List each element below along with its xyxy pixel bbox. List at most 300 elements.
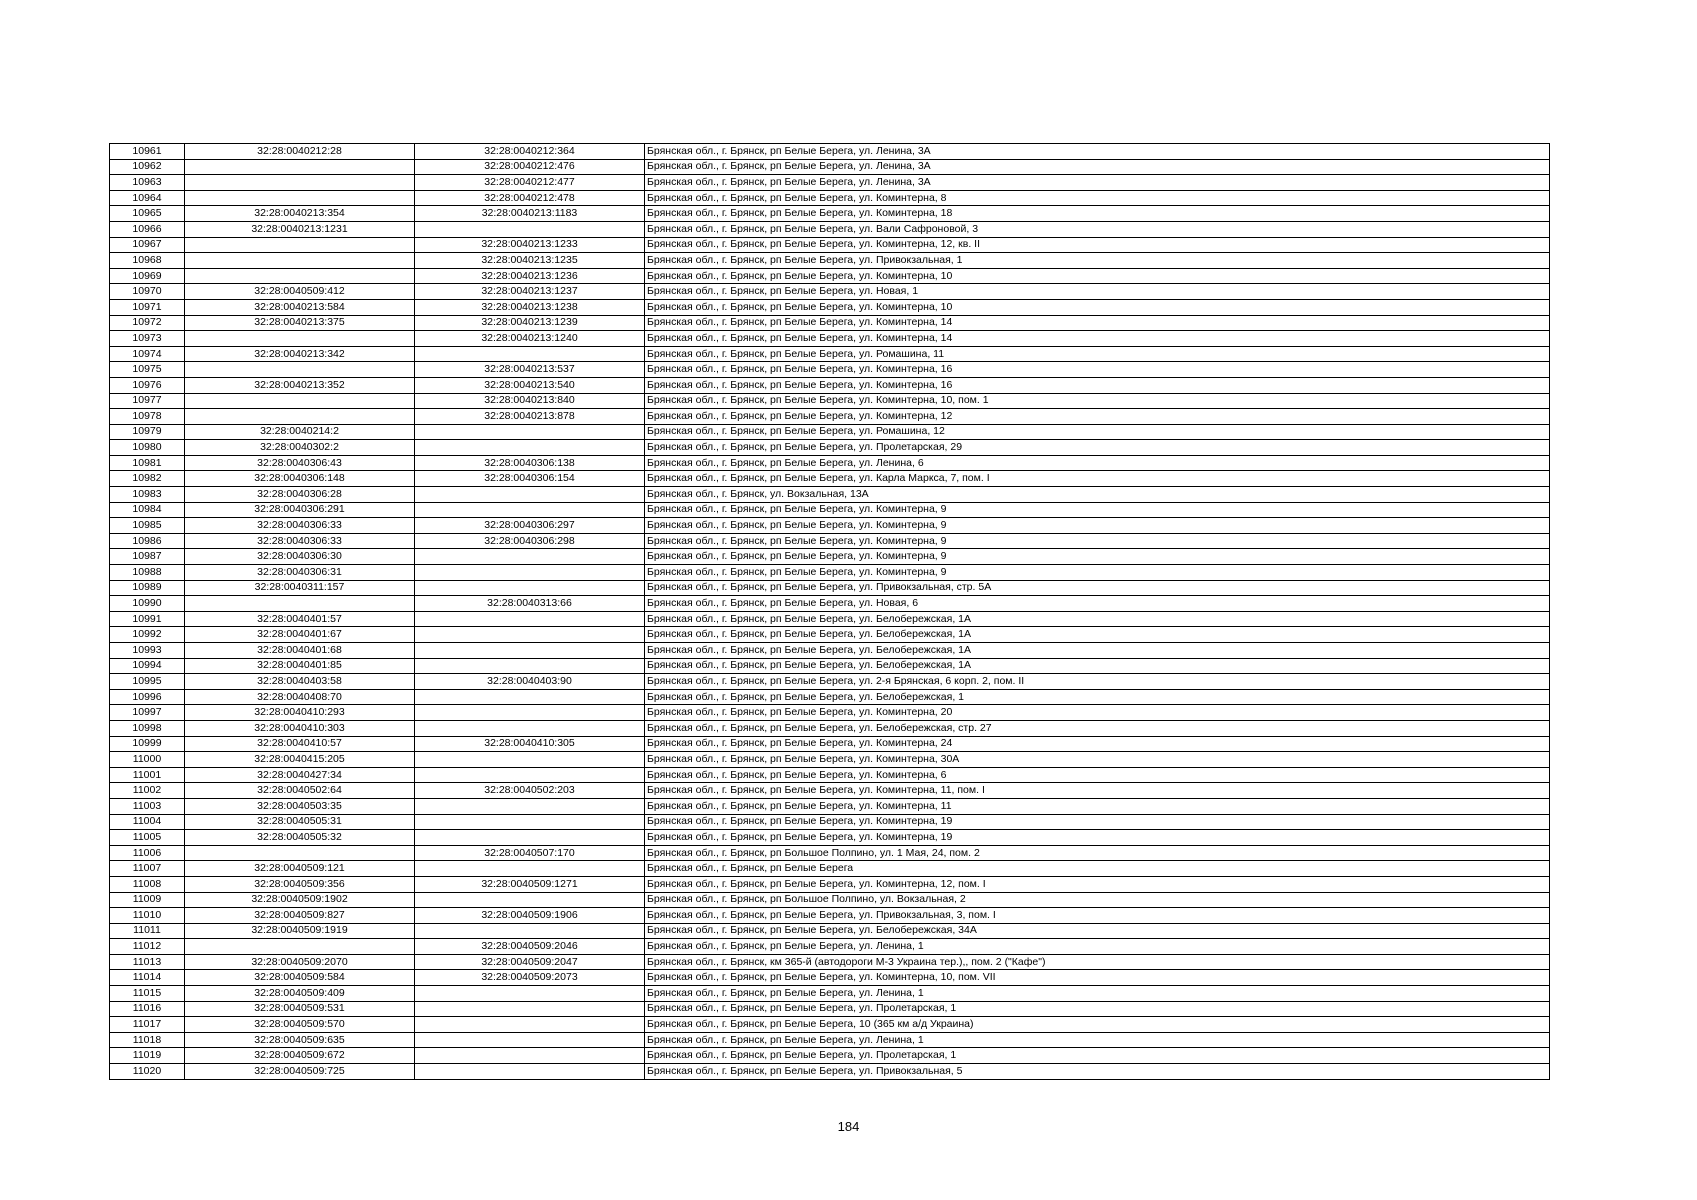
building-cadastral-cell: 32:28:0040410:305	[415, 736, 645, 752]
row-number-cell: 10979	[110, 424, 185, 440]
row-number-cell: 11008	[110, 876, 185, 892]
address-cell: Брянская обл., г. Брянск, рп Белые Берега, ул. Пролетарская, 1	[645, 1048, 1550, 1064]
row-number-cell: 11003	[110, 798, 185, 814]
address-cell: Брянская обл., г. Брянск, ул. Вокзальная, 13А	[645, 487, 1550, 503]
table-row	[110, 658, 1550, 674]
table-row	[110, 596, 1550, 612]
row-number-cell: 10966	[110, 221, 185, 237]
row-number-cell: 10963	[110, 175, 185, 191]
table-row	[110, 767, 1550, 783]
building-cadastral-cell	[415, 923, 645, 939]
address-cell: Брянская обл., г. Брянск, рп Белые Берега, ул. 2-я Брянская, 6 корп. 2, пом. II	[645, 674, 1550, 690]
land-plot-cadastral-cell: 32:28:0040311:157	[185, 580, 415, 596]
row-number-cell: 10971	[110, 299, 185, 315]
table-row	[110, 643, 1550, 659]
land-plot-cadastral-cell: 32:28:0040410:303	[185, 720, 415, 736]
building-cadastral-cell	[415, 892, 645, 908]
table-row	[110, 159, 1550, 175]
address-cell: Брянская обл., г. Брянск, рп Белые Берега, ул. Коминтерна, 10, пом. 1	[645, 393, 1550, 409]
address-cell: Брянская обл., г. Брянск, рп Белые Берега, ул. Коминтерна, 8	[645, 190, 1550, 206]
land-plot-cadastral-cell	[185, 393, 415, 409]
land-plot-cadastral-cell: 32:28:0040306:43	[185, 455, 415, 471]
row-number-cell: 10984	[110, 502, 185, 518]
land-plot-cadastral-cell: 32:28:0040401:85	[185, 658, 415, 674]
building-cadastral-cell: 32:28:0040213:1239	[415, 315, 645, 331]
row-number-cell: 10982	[110, 471, 185, 487]
table-row	[110, 1032, 1550, 1048]
table-row	[110, 798, 1550, 814]
address-cell: Брянская обл., г. Брянск, рп Белые Берега, ул. Коминтерна, 11, пом. I	[645, 783, 1550, 799]
land-plot-cadastral-cell: 32:28:0040503:35	[185, 798, 415, 814]
land-plot-cadastral-cell: 32:28:0040212:28	[185, 144, 415, 160]
land-plot-cadastral-cell: 32:28:0040306:31	[185, 565, 415, 581]
land-plot-cadastral-cell: 32:28:0040213:584	[185, 299, 415, 315]
land-plot-cadastral-cell: 32:28:0040306:148	[185, 471, 415, 487]
row-number-cell: 11014	[110, 970, 185, 986]
address-cell: Брянская обл., г. Брянск, рп Белые Берега, ул. Ленина, 1	[645, 986, 1550, 1002]
building-cadastral-cell: 32:28:0040306:297	[415, 518, 645, 534]
land-plot-cadastral-cell: 32:28:0040410:293	[185, 705, 415, 721]
land-plot-cadastral-cell: 32:28:0040401:68	[185, 643, 415, 659]
row-number-cell: 11009	[110, 892, 185, 908]
row-number-cell: 10961	[110, 144, 185, 160]
table-row	[110, 580, 1550, 596]
row-number-cell: 10970	[110, 284, 185, 300]
row-number-cell: 10969	[110, 268, 185, 284]
building-cadastral-cell: 32:28:0040213:537	[415, 362, 645, 378]
land-plot-cadastral-cell	[185, 596, 415, 612]
land-plot-cadastral-cell: 32:28:0040427:34	[185, 767, 415, 783]
row-number-cell: 10974	[110, 346, 185, 362]
address-cell: Брянская обл., г. Брянск, рп Большое Полпино, ул. Вокзальная, 2	[645, 892, 1550, 908]
row-number-cell: 11011	[110, 923, 185, 939]
address-cell: Брянская обл., г. Брянск, рп Белые Берега, ул. Коминтерна, 9	[645, 533, 1550, 549]
land-plot-cadastral-cell	[185, 268, 415, 284]
land-plot-cadastral-cell	[185, 253, 415, 269]
address-cell: Брянская обл., г. Брянск, рп Белые Берега	[645, 861, 1550, 877]
table-row	[110, 783, 1550, 799]
land-plot-cadastral-cell	[185, 159, 415, 175]
address-cell: Брянская обл., г. Брянск, рп Белые Берега, ул. Коминтерна, 16	[645, 377, 1550, 393]
address-cell: Брянская обл., г. Брянск, рп Белые Берега, ул. Коминтерна, 10	[645, 299, 1550, 315]
building-cadastral-cell	[415, 346, 645, 362]
row-number-cell: 10983	[110, 487, 185, 503]
building-cadastral-cell	[415, 221, 645, 237]
table-row	[110, 752, 1550, 768]
address-cell: Брянская обл., г. Брянск, рп Белые Берега, ул. Ромашина, 11	[645, 346, 1550, 362]
building-cadastral-cell	[415, 861, 645, 877]
row-number-cell: 11005	[110, 830, 185, 846]
land-plot-cadastral-cell: 32:28:0040505:31	[185, 814, 415, 830]
building-cadastral-cell	[415, 705, 645, 721]
table-row	[110, 689, 1550, 705]
row-number-cell: 11002	[110, 783, 185, 799]
building-cadastral-cell	[415, 502, 645, 518]
table-row	[110, 315, 1550, 331]
land-plot-cadastral-cell	[185, 331, 415, 347]
building-cadastral-cell: 32:28:0040306:298	[415, 533, 645, 549]
table-row	[110, 377, 1550, 393]
row-number-cell: 10977	[110, 393, 185, 409]
building-cadastral-cell	[415, 814, 645, 830]
land-plot-cadastral-cell: 32:28:0040213:375	[185, 315, 415, 331]
address-cell: Брянская обл., г. Брянск, рп Белые Берега, ул. Коминтерна, 19	[645, 814, 1550, 830]
building-cadastral-cell	[415, 1064, 645, 1080]
row-number-cell: 11012	[110, 939, 185, 955]
land-plot-cadastral-cell: 32:28:0040509:121	[185, 861, 415, 877]
table-row	[110, 674, 1550, 690]
address-cell: Брянская обл., г. Брянск, рп Белые Берега, ул. Карла Маркса, 7, пом. I	[645, 471, 1550, 487]
table-row	[110, 986, 1550, 1002]
building-cadastral-cell	[415, 1017, 645, 1033]
registry-table-body	[110, 144, 1550, 1080]
table-row	[110, 284, 1550, 300]
building-cadastral-cell	[415, 440, 645, 456]
building-cadastral-cell: 32:28:0040212:477	[415, 175, 645, 191]
table-row	[110, 611, 1550, 627]
row-number-cell: 11001	[110, 767, 185, 783]
building-cadastral-cell: 32:28:0040213:840	[415, 393, 645, 409]
land-plot-cadastral-cell: 32:28:0040509:672	[185, 1048, 415, 1064]
land-plot-cadastral-cell: 32:28:0040410:57	[185, 736, 415, 752]
address-cell: Брянская обл., г. Брянск, рп Белые Берега, ул. Коминтерна, 30А	[645, 752, 1550, 768]
building-cadastral-cell: 32:28:0040213:1238	[415, 299, 645, 315]
table-row	[110, 970, 1550, 986]
building-cadastral-cell	[415, 627, 645, 643]
land-plot-cadastral-cell	[185, 237, 415, 253]
building-cadastral-cell: 32:28:0040509:2047	[415, 954, 645, 970]
row-number-cell: 10972	[110, 315, 185, 331]
building-cadastral-cell	[415, 830, 645, 846]
building-cadastral-cell	[415, 424, 645, 440]
building-cadastral-cell	[415, 986, 645, 1002]
table-row	[110, 424, 1550, 440]
address-cell: Брянская обл., г. Брянск, рп Белые Берега, ул. Привокзальная, 3, пом. I	[645, 908, 1550, 924]
table-row	[110, 331, 1550, 347]
building-cadastral-cell	[415, 1001, 645, 1017]
building-cadastral-cell: 32:28:0040306:154	[415, 471, 645, 487]
table-row	[110, 221, 1550, 237]
address-cell: Брянская обл., г. Брянск, рп Белые Берега, ул. Новая, 6	[645, 596, 1550, 612]
row-number-cell: 10993	[110, 643, 185, 659]
address-cell: Брянская обл., г. Брянск, рп Белые Берега, ул. Белобережская, стр. 27	[645, 720, 1550, 736]
row-number-cell: 10994	[110, 658, 185, 674]
address-cell: Брянская обл., г. Брянск, рп Белые Берега, ул. Ленина, 3А	[645, 175, 1550, 191]
land-plot-cadastral-cell: 32:28:0040403:58	[185, 674, 415, 690]
table-row	[110, 627, 1550, 643]
address-cell: Брянская обл., г. Брянск, км 365-й (автодороги М-3 Украина тер.),, пом. 2 ("Кафе")	[645, 954, 1550, 970]
row-number-cell: 11004	[110, 814, 185, 830]
row-number-cell: 10995	[110, 674, 185, 690]
address-cell: Брянская обл., г. Брянск, рп Белые Берега, ул. Белобережская, 34А	[645, 923, 1550, 939]
row-number-cell: 10981	[110, 455, 185, 471]
building-cadastral-cell	[415, 643, 645, 659]
table-row	[110, 533, 1550, 549]
land-plot-cadastral-cell: 32:28:0040306:28	[185, 487, 415, 503]
table-row	[110, 845, 1550, 861]
address-cell: Брянская обл., г. Брянск, рп Белые Берега, ул. Ромашина, 12	[645, 424, 1550, 440]
row-number-cell: 10985	[110, 518, 185, 534]
row-number-cell: 10962	[110, 159, 185, 175]
address-cell: Брянская обл., г. Брянск, рп Белые Берега, ул. Привокзальная, 5	[645, 1064, 1550, 1080]
building-cadastral-cell: 32:28:0040212:476	[415, 159, 645, 175]
building-cadastral-cell	[415, 767, 645, 783]
building-cadastral-cell: 32:28:0040213:1236	[415, 268, 645, 284]
address-cell: Брянская обл., г. Брянск, рп Белые Берега, ул. Новая, 1	[645, 284, 1550, 300]
building-cadastral-cell	[415, 580, 645, 596]
address-cell: Брянская обл., г. Брянск, рп Белые Берега, ул. Ленина, 3А	[645, 144, 1550, 160]
building-cadastral-cell	[415, 720, 645, 736]
address-cell: Брянская обл., г. Брянск, рп Белые Берега, ул. Белобережская, 1	[645, 689, 1550, 705]
building-cadastral-cell: 32:28:0040213:878	[415, 409, 645, 425]
land-plot-cadastral-cell: 32:28:0040509:412	[185, 284, 415, 300]
row-number-cell: 10997	[110, 705, 185, 721]
land-plot-cadastral-cell: 32:28:0040509:409	[185, 986, 415, 1002]
building-cadastral-cell: 32:28:0040502:203	[415, 783, 645, 799]
row-number-cell: 11010	[110, 908, 185, 924]
building-cadastral-cell: 32:28:0040212:478	[415, 190, 645, 206]
table-row	[110, 471, 1550, 487]
land-plot-cadastral-cell: 32:28:0040408:70	[185, 689, 415, 705]
address-cell: Брянская обл., г. Брянск, рп Белые Берега, ул. Коминтерна, 9	[645, 549, 1550, 565]
table-row	[110, 565, 1550, 581]
page-number: 184	[837, 1119, 860, 1134]
table-row	[110, 190, 1550, 206]
land-plot-cadastral-cell: 32:28:0040509:356	[185, 876, 415, 892]
address-cell: Брянская обл., г. Брянск, рп Белые Берега, ул. Коминтерна, 24	[645, 736, 1550, 752]
table-row	[110, 876, 1550, 892]
row-number-cell: 10990	[110, 596, 185, 612]
land-plot-cadastral-cell: 32:28:0040509:725	[185, 1064, 415, 1080]
land-plot-cadastral-cell	[185, 845, 415, 861]
table-row	[110, 705, 1550, 721]
land-plot-cadastral-cell	[185, 939, 415, 955]
table-row	[110, 144, 1550, 160]
building-cadastral-cell: 32:28:0040509:2046	[415, 939, 645, 955]
row-number-cell: 11000	[110, 752, 185, 768]
table-row	[110, 299, 1550, 315]
table-row	[110, 393, 1550, 409]
address-cell: Брянская обл., г. Брянск, рп Белые Берега, ул. Ленина, 3А	[645, 159, 1550, 175]
building-cadastral-cell: 32:28:0040509:1271	[415, 876, 645, 892]
table-row	[110, 1064, 1550, 1080]
address-cell: Брянская обл., г. Брянск, рп Белые Берега, ул. Белобережская, 1А	[645, 658, 1550, 674]
address-cell: Брянская обл., г. Брянск, рп Белые Берега, ул. Привокзальная, 1	[645, 253, 1550, 269]
address-cell: Брянская обл., г. Брянск, рп Белые Берега, ул. Белобережская, 1А	[645, 627, 1550, 643]
address-cell: Брянская обл., г. Брянск, рп Белые Берега, ул. Коминтерна, 14	[645, 331, 1550, 347]
building-cadastral-cell: 32:28:0040507:170	[415, 845, 645, 861]
table-row	[110, 440, 1550, 456]
building-cadastral-cell	[415, 1048, 645, 1064]
land-plot-cadastral-cell: 32:28:0040306:33	[185, 533, 415, 549]
building-cadastral-cell: 32:28:0040213:540	[415, 377, 645, 393]
address-cell: Брянская обл., г. Брянск, рп Белые Берега, ул. Белобережская, 1А	[645, 643, 1550, 659]
table-row	[110, 954, 1550, 970]
building-cadastral-cell: 32:28:0040403:90	[415, 674, 645, 690]
building-cadastral-cell	[415, 689, 645, 705]
building-cadastral-cell	[415, 658, 645, 674]
building-cadastral-cell	[415, 487, 645, 503]
registry-table	[109, 143, 1550, 1080]
address-cell: Брянская обл., г. Брянск, рп Белые Берега, ул. Коминтерна, 12, кв. II	[645, 237, 1550, 253]
building-cadastral-cell: 32:28:0040313:66	[415, 596, 645, 612]
land-plot-cadastral-cell: 32:28:0040509:531	[185, 1001, 415, 1017]
address-cell: Брянская обл., г. Брянск, рп Белые Берега, ул. Коминтерна, 11	[645, 798, 1550, 814]
row-number-cell: 10999	[110, 736, 185, 752]
address-cell: Брянская обл., г. Брянск, рп Белые Берега, ул. Коминтерна, 10, пом. VII	[645, 970, 1550, 986]
table-row	[110, 518, 1550, 534]
land-plot-cadastral-cell: 32:28:0040509:1902	[185, 892, 415, 908]
address-cell: Брянская обл., г. Брянск, рп Белые Берега, ул. Коминтерна, 6	[645, 767, 1550, 783]
building-cadastral-cell	[415, 1032, 645, 1048]
land-plot-cadastral-cell: 32:28:0040401:67	[185, 627, 415, 643]
table-row	[110, 487, 1550, 503]
building-cadastral-cell: 32:28:0040213:1240	[415, 331, 645, 347]
building-cadastral-cell: 32:28:0040509:1906	[415, 908, 645, 924]
land-plot-cadastral-cell: 32:28:0040509:635	[185, 1032, 415, 1048]
land-plot-cadastral-cell: 32:28:0040306:291	[185, 502, 415, 518]
table-row	[110, 1001, 1550, 1017]
row-number-cell: 10991	[110, 611, 185, 627]
land-plot-cadastral-cell: 32:28:0040509:2070	[185, 954, 415, 970]
address-cell: Брянская обл., г. Брянск, рп Белые Берега, ул. Коминтерна, 9	[645, 502, 1550, 518]
table-row	[110, 268, 1550, 284]
table-row	[110, 923, 1550, 939]
land-plot-cadastral-cell	[185, 409, 415, 425]
row-number-cell: 10965	[110, 206, 185, 222]
land-plot-cadastral-cell: 32:28:0040401:57	[185, 611, 415, 627]
table-row	[110, 237, 1550, 253]
address-cell: Брянская обл., г. Брянск, рп Белые Берега, ул. Коминтерна, 12	[645, 409, 1550, 425]
address-cell: Брянская обл., г. Брянск, рп Белые Берега, 10 (365 км а/д Украина)	[645, 1017, 1550, 1033]
land-plot-cadastral-cell: 32:28:0040502:64	[185, 783, 415, 799]
address-cell: Брянская обл., г. Брянск, рп Белые Берега, ул. Вали Сафроновой, 3	[645, 221, 1550, 237]
land-plot-cadastral-cell: 32:28:0040509:570	[185, 1017, 415, 1033]
building-cadastral-cell: 32:28:0040213:1183	[415, 206, 645, 222]
address-cell: Брянская обл., г. Брянск, рп Белые Берега, ул. Коминтерна, 19	[645, 830, 1550, 846]
building-cadastral-cell	[415, 611, 645, 627]
address-cell: Брянская обл., г. Брянск, рп Белые Берега, ул. Коминтерна, 10	[645, 268, 1550, 284]
land-plot-cadastral-cell	[185, 175, 415, 191]
address-cell: Брянская обл., г. Брянск, рп Белые Берега, ул. Коминтерна, 9	[645, 565, 1550, 581]
land-plot-cadastral-cell: 32:28:0040214:2	[185, 424, 415, 440]
row-number-cell: 10998	[110, 720, 185, 736]
row-number-cell: 11019	[110, 1048, 185, 1064]
table-row	[110, 908, 1550, 924]
land-plot-cadastral-cell: 32:28:0040213:354	[185, 206, 415, 222]
land-plot-cadastral-cell	[185, 362, 415, 378]
building-cadastral-cell: 32:28:0040212:364	[415, 144, 645, 160]
table-row	[110, 1048, 1550, 1064]
table-row	[110, 830, 1550, 846]
row-number-cell: 11013	[110, 954, 185, 970]
address-cell: Брянская обл., г. Брянск, рп Белые Берега, ул. Коминтерна, 9	[645, 518, 1550, 534]
row-number-cell: 11006	[110, 845, 185, 861]
address-cell: Брянская обл., г. Брянск, рп Белые Берега, ул. Белобережская, 1А	[645, 611, 1550, 627]
address-cell: Брянская обл., г. Брянск, рп Белые Берега, ул. Привокзальная, стр. 5А	[645, 580, 1550, 596]
land-plot-cadastral-cell: 32:28:0040213:342	[185, 346, 415, 362]
row-number-cell: 10987	[110, 549, 185, 565]
table-row	[110, 549, 1550, 565]
table-row	[110, 939, 1550, 955]
table-row	[110, 502, 1550, 518]
row-number-cell: 11020	[110, 1064, 185, 1080]
building-cadastral-cell	[415, 565, 645, 581]
land-plot-cadastral-cell: 32:28:0040509:584	[185, 970, 415, 986]
building-cadastral-cell: 32:28:0040213:1235	[415, 253, 645, 269]
row-number-cell: 10989	[110, 580, 185, 596]
table-row	[110, 1017, 1550, 1033]
building-cadastral-cell	[415, 549, 645, 565]
land-plot-cadastral-cell: 32:28:0040213:1231	[185, 221, 415, 237]
table-row	[110, 175, 1550, 191]
address-cell: Брянская обл., г. Брянск, рп Белые Берега, ул. Коминтерна, 16	[645, 362, 1550, 378]
land-plot-cadastral-cell: 32:28:0040302:2	[185, 440, 415, 456]
table-row	[110, 455, 1550, 471]
address-cell: Брянская обл., г. Брянск, рп Белые Берега, ул. Пролетарская, 1	[645, 1001, 1550, 1017]
row-number-cell: 10967	[110, 237, 185, 253]
building-cadastral-cell	[415, 752, 645, 768]
table-row	[110, 346, 1550, 362]
address-cell: Брянская обл., г. Брянск, рп Белые Берега, ул. Ленина, 1	[645, 939, 1550, 955]
row-number-cell: 11016	[110, 1001, 185, 1017]
address-cell: Брянская обл., г. Брянск, рп Белые Берега, ул. Коминтерна, 12, пом. I	[645, 876, 1550, 892]
row-number-cell: 10975	[110, 362, 185, 378]
building-cadastral-cell: 32:28:0040213:1233	[415, 237, 645, 253]
land-plot-cadastral-cell	[185, 190, 415, 206]
address-cell: Брянская обл., г. Брянск, рп Белые Берега, ул. Коминтерна, 14	[645, 315, 1550, 331]
table-row	[110, 861, 1550, 877]
land-plot-cadastral-cell: 32:28:0040509:827	[185, 908, 415, 924]
table-row	[110, 814, 1550, 830]
row-number-cell: 10986	[110, 533, 185, 549]
table-row	[110, 720, 1550, 736]
address-cell: Брянская обл., г. Брянск, рп Белые Берега, ул. Коминтерна, 18	[645, 206, 1550, 222]
land-plot-cadastral-cell: 32:28:0040509:1919	[185, 923, 415, 939]
address-cell: Брянская обл., г. Брянск, рп Белые Берега, ул. Пролетарская, 29	[645, 440, 1550, 456]
row-number-cell: 10980	[110, 440, 185, 456]
table-row	[110, 362, 1550, 378]
land-plot-cadastral-cell: 32:28:0040505:32	[185, 830, 415, 846]
row-number-cell: 11007	[110, 861, 185, 877]
address-cell: Брянская обл., г. Брянск, рп Белые Берега, ул. Коминтерна, 20	[645, 705, 1550, 721]
building-cadastral-cell: 32:28:0040213:1237	[415, 284, 645, 300]
building-cadastral-cell: 32:28:0040306:138	[415, 455, 645, 471]
row-number-cell: 10976	[110, 377, 185, 393]
row-number-cell: 10988	[110, 565, 185, 581]
row-number-cell: 10968	[110, 253, 185, 269]
row-number-cell: 10978	[110, 409, 185, 425]
table-row	[110, 253, 1550, 269]
building-cadastral-cell: 32:28:0040509:2073	[415, 970, 645, 986]
row-number-cell: 10964	[110, 190, 185, 206]
land-plot-cadastral-cell: 32:28:0040213:352	[185, 377, 415, 393]
land-plot-cadastral-cell: 32:28:0040306:30	[185, 549, 415, 565]
row-number-cell: 11018	[110, 1032, 185, 1048]
row-number-cell: 10973	[110, 331, 185, 347]
address-cell: Брянская обл., г. Брянск, рп Белые Берега, ул. Ленина, 6	[645, 455, 1550, 471]
row-number-cell: 10996	[110, 689, 185, 705]
land-plot-cadastral-cell: 32:28:0040306:33	[185, 518, 415, 534]
land-plot-cadastral-cell: 32:28:0040415:205	[185, 752, 415, 768]
address-cell: Брянская обл., г. Брянск, рп Большое Полпино, ул. 1 Мая, 24, пом. 2	[645, 845, 1550, 861]
address-cell: Брянская обл., г. Брянск, рп Белые Берега, ул. Ленина, 1	[645, 1032, 1550, 1048]
building-cadastral-cell	[415, 798, 645, 814]
row-number-cell: 11017	[110, 1017, 185, 1033]
table-row	[110, 409, 1550, 425]
table-row	[110, 892, 1550, 908]
row-number-cell: 11015	[110, 986, 185, 1002]
